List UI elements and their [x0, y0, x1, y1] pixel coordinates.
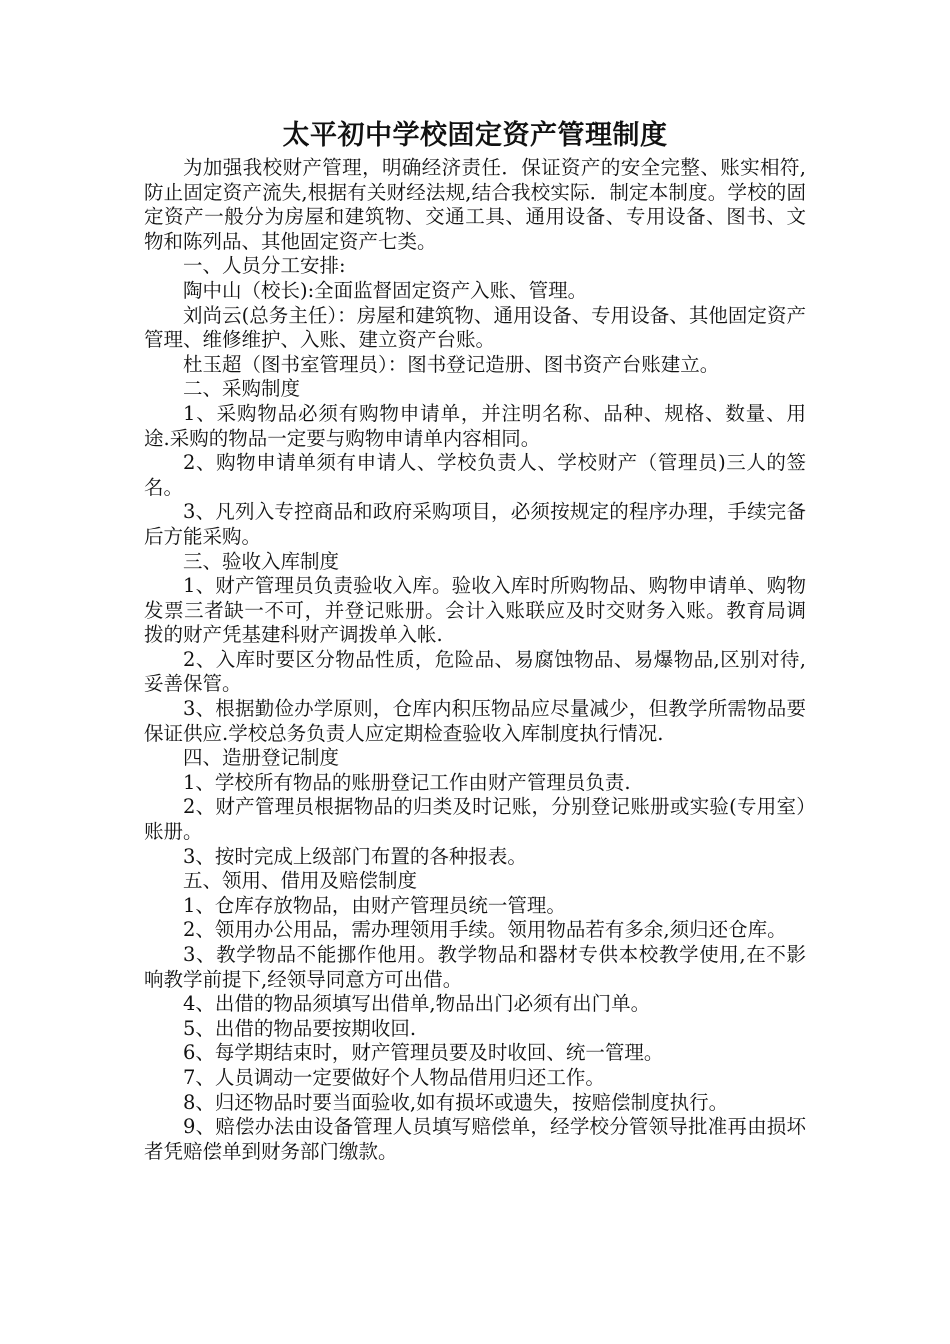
acceptance-item-1: 1、财产管理员负责验收入库。验收入库时所购物品、购物申请单、购物发票三者缺一不可，并登记账册。会计入账联应及时交财务入账。教育局调拨的财产凭基建科财产调拨单入帐. [144, 574, 806, 647]
acceptance-item-3: 3、根据勤俭办学原则，仓库内积压物品应尽量减少，但教学所需物品要保证供应.学校总务负责人应定期检查验收入库制度执行情况. [144, 697, 806, 745]
document-body [144, 156, 806, 1164]
purchasing-item-1: 1、采购物品必须有购物申请单，并注明名称、品种、规格、数量、用途.采购的物品一定要与购物申请单内容相同。 [144, 401, 806, 450]
section-heading-lending: 五、领用、借用及赔偿制度 [183, 869, 418, 893]
registration-item-1: 1、学校所有物品的账册登记工作由财产管理员负责. [183, 770, 631, 794]
purchasing-item-2: 2、购物申请单须有申请人、学校负责人、学校财产（管理员)三人的签名。 [144, 451, 806, 499]
staff-librarian: 杜玉超（图书室管理员）：图书登记造册、图书资产台账建立。 [183, 352, 720, 376]
lending-item-9: 9、赔偿办法由设备管理人员填写赔偿单，经学校分管领导批准再由损坏者凭赔偿单到财务部门缴款。 [144, 1115, 806, 1163]
lending-item-3: 3、教学物品不能挪作他用。教学物品和器材专供本校教学使用,在不影响教学前提下,经领导同意方可出借。 [144, 943, 806, 991]
acceptance-item-2: 2、入库时要区分物品性质，危险品、易腐蚀物品、易爆物品,区别对待,妥善保管。 [144, 647, 806, 696]
lending-item-2: 2、领用办公用品，需办理领用手续。领用物品若有多余,须归还仓库。 [183, 918, 787, 942]
registration-item-2: 2、财产管理员根据物品的归类及时记账，分别登记账册或实验(专用室）账册。 [144, 795, 806, 844]
lending-item-8: 8、归还物品时要当面验收,如有损坏或遗失，按赔偿制度执行。 [183, 1090, 729, 1114]
section-heading-registration: 四、造册登记制度 [183, 746, 340, 770]
document-title: 太平初中学校固定资产管理制度 [282, 120, 668, 151]
section-heading-staffing: 一、人员分工安排: [183, 254, 346, 278]
registration-item-3: 3、按时完成上级部门布置的各种报表。 [183, 844, 527, 868]
staff-general-affairs: 刘尚云(总务主任）：房屋和建筑物、通用设备、专用设备、其他固定资产管理、维修维护、入账、建立资产台账。 [144, 303, 806, 352]
lending-item-5: 5、出借的物品要按期收回. [183, 1016, 417, 1040]
section-heading-acceptance: 三、验收入库制度 [183, 549, 340, 573]
lending-item-1: 1、仓库存放物品，由财产管理员统一管理。 [183, 893, 566, 917]
staff-principal: 陶中山（校长):全面监督固定资产入账、管理。 [183, 278, 588, 302]
lending-item-7: 7、人员调动一定要做好个人物品借用归还工作。 [183, 1065, 605, 1089]
lending-item-4: 4、出借的物品须填写出借单,物品出门必须有出门单。 [183, 992, 651, 1016]
purchasing-item-3: 3、凡列入专控商品和政府采购项目，必须按规定的程序办理，手续完备后方能采购。 [144, 500, 806, 548]
section-heading-purchasing: 二、采购制度 [183, 377, 301, 401]
intro-paragraph: 为加强我校财产管理，明确经济责任．保证资产的安全完整、账实相符,防止固定资产流失,根据有关财经法规,结合我校实际．制定本制度。学校的固定资产一般分为房屋和建筑物、交通工具、通用设备、专用设备、图书、文物和陈列品、其他固定资产七类。 [144, 156, 806, 253]
lending-item-6: 6、每学期结束时，财产管理员要及时收回、统一管理。 [183, 1041, 664, 1065]
